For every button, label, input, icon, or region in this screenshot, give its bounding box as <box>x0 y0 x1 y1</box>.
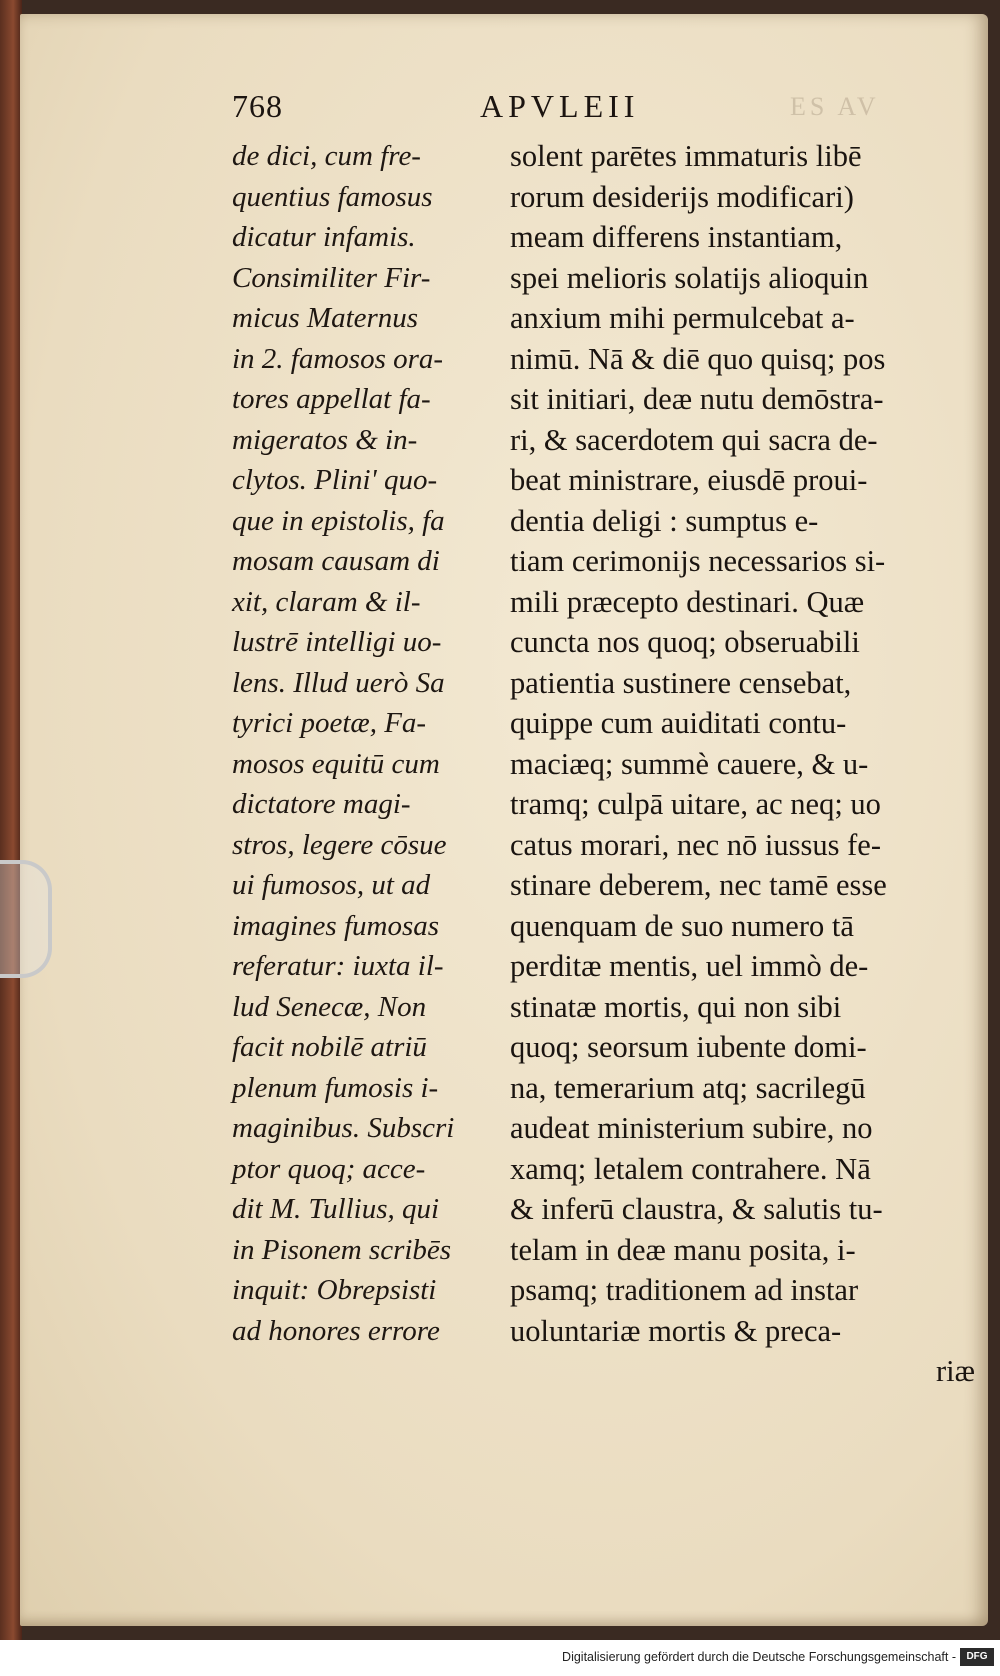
marginal-line: referatur: iuxta il- <box>232 950 444 982</box>
marginal-line: tyrici poetæ, Fa- <box>232 707 427 739</box>
main-text-column <box>510 136 975 1392</box>
marginal-line: plenum fumosis i- <box>232 1071 439 1104</box>
footer-bar <box>0 1640 1000 1676</box>
text-line: sit initiari, deæ nutu demōstra- <box>510 382 884 416</box>
text-line: catus morari, nec nō iussus fe- <box>510 827 881 862</box>
marginal-line: quentius famosus <box>232 180 433 213</box>
marginal-line: ptor quoq; acce- <box>232 1152 426 1185</box>
text-line: dentia deligi : sumptus e- <box>510 503 819 538</box>
text-line: rorum desiderijs modificari) <box>510 179 854 214</box>
page-clip <box>0 860 52 978</box>
marginal-line: ui fumosos, ut ad <box>232 869 431 901</box>
text-line: spei melioris solatijs alioquin <box>510 260 869 295</box>
text-line: perditæ mentis, uel immò de- <box>510 949 869 983</box>
text-line: ri, & sacerdotem qui sacra de- <box>510 422 878 457</box>
marginal-line: dictatore magi- <box>232 788 411 820</box>
running-title: APVLEII <box>480 88 640 124</box>
text-line: audeat ministerium subire, no <box>510 1111 873 1145</box>
text-line: quippe cum auiditati contu- <box>510 706 847 740</box>
marginal-line: de dici, cum fre- <box>232 140 421 172</box>
catchword: riæ <box>936 1354 975 1388</box>
marginal-line: tores appellat fa- <box>232 383 431 415</box>
marginal-line: in Pisonem scribēs <box>232 1233 452 1266</box>
marginal-line: mosam causam di <box>232 545 440 577</box>
marginal-commentary <box>232 136 472 1351</box>
marginal-line: stros, legere cōsue <box>232 828 447 861</box>
marginal-line: lud Senecæ, Non <box>232 990 427 1023</box>
text-line: psamq; traditionem ad instar <box>510 1273 859 1307</box>
text-line: telam in deæ manu posita, i- <box>510 1232 856 1267</box>
dfg-logo: DFG <box>960 1648 994 1666</box>
text-line: anxium mihi permulcebat a- <box>510 301 855 335</box>
marginal-line: migeratos & in- <box>232 423 418 456</box>
marginal-line: lens. Illud uerò Sa <box>232 666 445 699</box>
text-line: maciæq; summè cauere, & u- <box>510 746 869 781</box>
marginal-line: lustrē intelligi uo- <box>232 626 442 658</box>
text-line: quoq; seorsum iubente domi- <box>510 1030 867 1064</box>
text-line: tramq; culpā uitare, ac neq; uo <box>510 787 881 821</box>
marginal-line: inquit: Obrepsisti <box>232 1274 437 1306</box>
marginal-line: xit, claram & il- <box>232 585 421 618</box>
bleed-through-text: ES AV <box>790 92 880 121</box>
marginal-line: mosos equitū cum <box>232 747 440 780</box>
marginal-line: Consimiliter Fir- <box>232 261 431 294</box>
marginal-line: que in epistolis, fa <box>232 504 445 537</box>
text-line: stinatæ mortis, qui non sibi <box>510 989 842 1024</box>
page-header <box>0 88 1000 128</box>
text-line: patientia sustinere censebat, <box>510 665 852 700</box>
marginal-line: in 2. famosos ora- <box>232 342 444 375</box>
text-line: & inferū claustra, & salutis tu- <box>510 1192 883 1226</box>
text-line: na, temerarium atq; sacrilegū <box>510 1070 866 1105</box>
marginal-line: clytos. Plini' quo- <box>232 464 438 496</box>
marginal-line: dicatur infamis. <box>232 221 416 253</box>
text-line: beat ministrare, eiusdē proui- <box>510 463 868 497</box>
marginal-line: facit nobilē atriū <box>232 1031 427 1063</box>
marginal-line: imagines fumosas <box>232 909 440 942</box>
text-line: tiam cerimonijs necessarios si- <box>510 544 886 578</box>
funding-credit: Digitalisierung gefördert durch die Deutsche Forschungsgemeinschaft - <box>562 1650 956 1664</box>
text-line: nimū. Nā & diē quo quisq; pos <box>510 341 886 376</box>
page-number: 768 <box>232 88 283 124</box>
text-line: xamq; letalem contrahere. Nā <box>510 1151 871 1186</box>
text-line: stinare deberem, nec tamē esse <box>510 868 887 902</box>
text-line: cuncta nos quoq; obseruabili <box>510 625 860 659</box>
book-spine-edge <box>0 0 22 1640</box>
text-line: meam differens instantiam, <box>510 220 843 254</box>
text-line: quenquam de suo numero tā <box>510 908 854 943</box>
text-line: uoluntariæ mortis & preca- <box>510 1313 842 1348</box>
marginal-line: dit M. Tullius, qui <box>232 1193 440 1225</box>
marginal-line: micus Maternus <box>232 302 419 334</box>
text-line: solent parētes immaturis libē <box>510 139 862 173</box>
text-line: mili præcepto destinari. Quæ <box>510 584 865 619</box>
marginal-line: maginibus. Subscri <box>232 1112 455 1144</box>
marginal-line: ad honores errore <box>232 1314 440 1347</box>
